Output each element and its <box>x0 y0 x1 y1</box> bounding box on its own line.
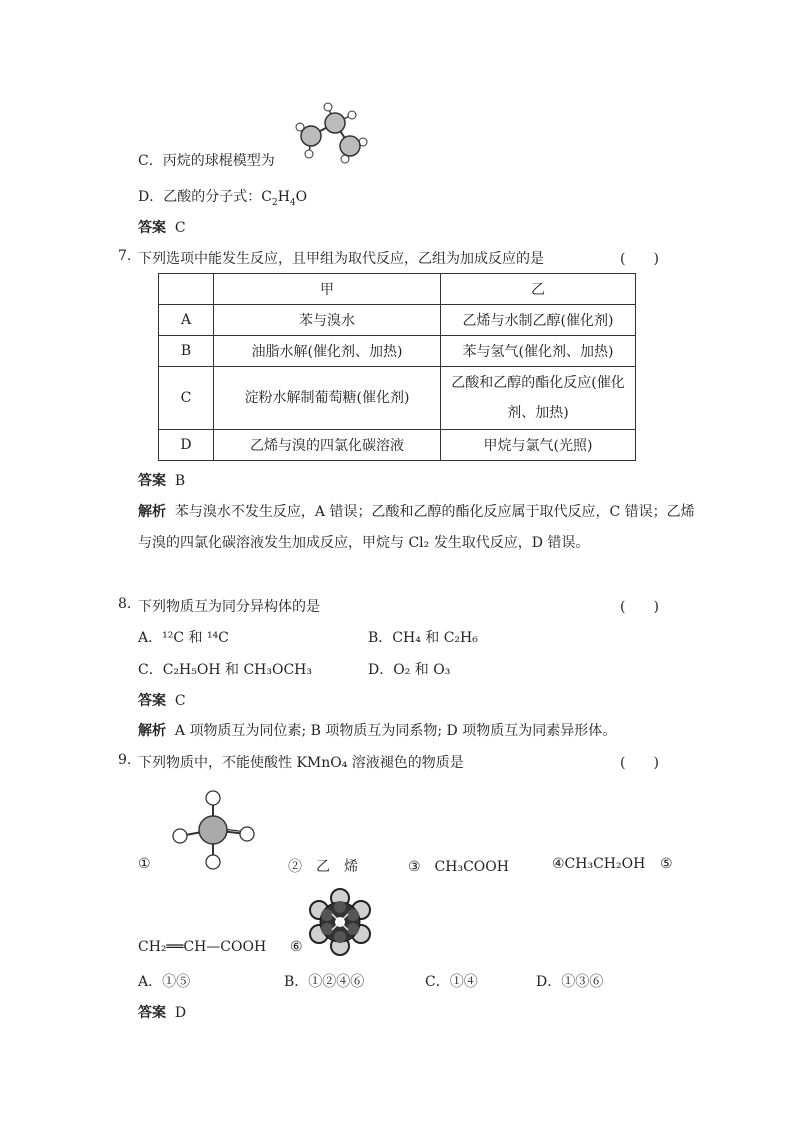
q8-paren: ( ) <box>620 599 659 615</box>
table-cell: B <box>159 336 214 367</box>
table-row <box>159 336 636 367</box>
q8-option-b: B．CH₄ 和 C₂H₆ <box>368 630 478 646</box>
q9-option-a: A．①⑤ <box>138 974 191 990</box>
q8-number: 8. <box>118 596 132 612</box>
q7-paren: ( ) <box>620 251 659 267</box>
answer-label: 答案 <box>138 220 166 236</box>
q9-item-3: ③ CH₃COOH <box>408 859 509 875</box>
propane-ball-stick-model <box>295 102 367 162</box>
benzene-space-filling-model <box>306 888 374 956</box>
table-row <box>159 367 636 430</box>
q9-option-b: B．①②④⑥ <box>284 974 365 990</box>
q7-number: 7. <box>118 248 132 264</box>
q8-answer <box>138 690 186 710</box>
table-cell: C <box>159 367 214 430</box>
answer-value: C <box>174 220 186 236</box>
table-row <box>159 430 636 461</box>
table-cell: 甲烷与氯气(光照) <box>441 430 636 461</box>
q8-analysis <box>138 720 616 740</box>
table-cell: 油脂水解(催化剂、加热) <box>214 336 441 367</box>
q9-option-d: D．①③⑥ <box>536 974 604 990</box>
table-cell: 淀粉水解制葡萄糖(催化剂) <box>214 367 441 430</box>
analysis-label: 解析 <box>138 504 166 520</box>
q7-table <box>158 273 636 461</box>
q6-answer <box>138 217 186 237</box>
answer-value: B <box>174 473 186 489</box>
q7-stem: 下列选项中能发生反应，且甲组为取代反应，乙组为加成反应的是 <box>138 251 544 267</box>
q8-option-c: C．C₂H₅OH 和 CH₃OCH₃ <box>138 662 312 678</box>
q7-answer <box>138 470 185 490</box>
table-row <box>159 305 636 336</box>
q6-option-d <box>138 186 307 208</box>
table-cell: D <box>159 430 214 461</box>
table-cell: 乙酸和乙醇的酯化反应(催化剂、加热) <box>441 367 636 430</box>
table-header-cell: 甲 <box>214 274 441 305</box>
q9-item-5: ⑤ <box>660 856 673 872</box>
q9-answer <box>138 1002 186 1022</box>
analysis-text: A 项物质互为同位素; B 项物质互为同系物; D 项物质互为同素异形体。 <box>174 723 617 739</box>
q9-item-1: ① <box>138 856 151 872</box>
answer-label: 答案 <box>138 693 166 709</box>
methane-like-ball-stick-model <box>168 780 260 872</box>
q8-option-d: D．O₂ 和 O₃ <box>368 662 451 678</box>
q9-item-5-formula: CH₂══CH—COOH <box>138 939 267 955</box>
table-cell: 乙烯与溴的四氯化碳溶液 <box>214 430 441 461</box>
q7-analysis <box>138 497 698 559</box>
table-header-cell: 乙 <box>441 274 636 305</box>
table-cell: A <box>159 305 214 336</box>
table-cell: 苯与溴水 <box>214 305 441 336</box>
analysis-text: 苯与溴水不发生反应，A 错误；乙酸和乙醇的酯化反应属于取代反应，C 错误；乙烯与溴的四氯化碳溶液发生加成反应，甲烷与 Cl₂ 发生取代反应，D 错误。 <box>138 504 695 551</box>
q9-option-c: C．①④ <box>425 974 478 990</box>
q9-item-6: ⑥ <box>290 939 303 955</box>
q8-option-a: A．¹²C 和 ¹⁴C <box>138 630 229 646</box>
answer-value: D <box>174 1005 187 1021</box>
answer-value: C <box>174 693 186 709</box>
q9-item-4: ④CH₃CH₂OH <box>552 856 646 872</box>
answer-label: 答案 <box>138 473 166 489</box>
analysis-label: 解析 <box>138 723 166 739</box>
q6-option-d-formula: $C_2H_4O$ <box>261 189 308 208</box>
q9-item-2: ② 乙 烯 <box>288 859 358 875</box>
table-header-cell <box>159 274 214 305</box>
table-cell: 苯与氢气(催化剂、加热) <box>441 336 636 367</box>
table-cell: 乙烯与水制乙醇(催化剂) <box>441 305 636 336</box>
q6-option-d-prefix: D．乙酸的分子式： <box>138 189 262 205</box>
q9-number: 9. <box>118 752 132 768</box>
q6-option-c: C．丙烷的球棍模型为 <box>138 153 275 169</box>
answer-label: 答案 <box>138 1005 166 1021</box>
q9-paren: ( ) <box>620 755 659 771</box>
q9-stem: 下列物质中，不能使酸性 KMnO₄ 溶液褪色的物质是 <box>138 755 464 771</box>
table-header-row <box>159 274 636 305</box>
q8-stem: 下列物质互为同分异构体的是 <box>138 599 320 615</box>
